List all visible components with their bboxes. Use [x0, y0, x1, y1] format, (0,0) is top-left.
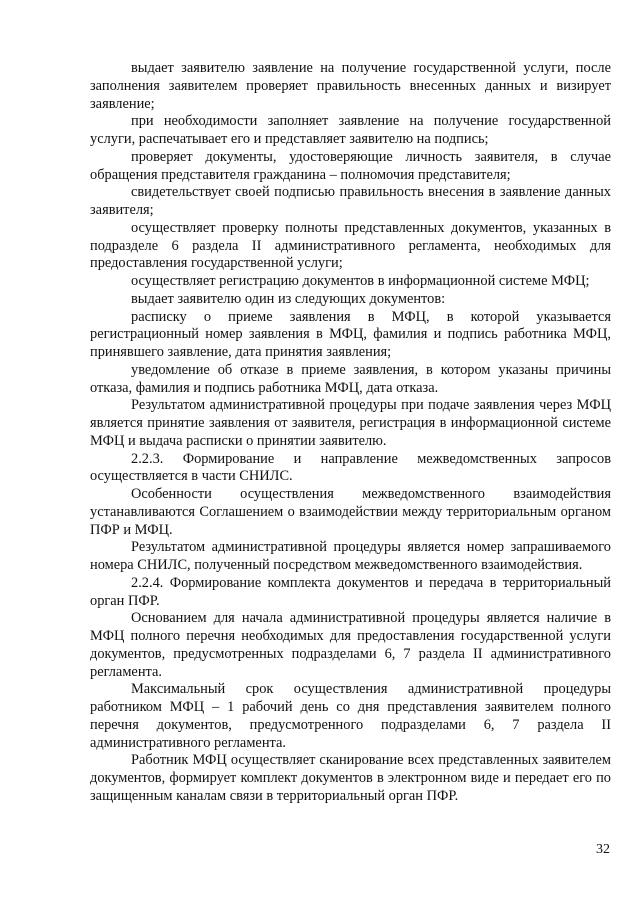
document-body — [90, 60, 611, 806]
paragraph: Работник МФЦ осуществляет сканирование всех представленных заявителем документов, формирует комплект документов в электронном виде и передает его по защищенным каналам связи в территориальный орган ПФР. — [90, 752, 611, 804]
paragraph: Особенности осуществления межведомственного взаимодействия устанавливаются Соглашением о взаимодействии между территориальным органом ПФР и МФЦ. — [90, 486, 611, 538]
paragraph: при необходимости заполняет заявление на получение государственной услуги, распечатывает его и представляет заявителю на подпись; — [90, 113, 611, 147]
paragraph: расписку о приеме заявления в МФЦ, в которой указывается регистрационный номер заявления в МФЦ, фамилия и подпись работника МФЦ, принявшего заявление, дата принятия заявления; — [90, 308, 611, 360]
paragraph: выдает заявителю заявление на получение государственной услуги, после заполнения заявителем проверяет правильность внесенных данных и визирует заявление; — [90, 60, 611, 112]
paragraph: проверяет документы, удостоверяющие личность заявителя, в случае обращения представителя гражданина – полномочия представителя; — [90, 148, 611, 183]
paragraph: осуществляет регистрацию документов в информационной системе МФЦ; — [131, 273, 590, 289]
paragraph: осуществляет проверку полноты представленных документов, указанных в подразделе 6 раздела II административного регламента, необходимых для предоставления государственной услуги; — [90, 219, 611, 272]
paragraph: уведомление об отказе в приеме заявления, в котором указаны причины отказа, фамилия и подпись работника МФЦ, дата отказа. — [90, 361, 611, 396]
paragraph: 2.2.3. Формирование и направление межведомственных запросов осуществляется в части СНИЛС. — [90, 450, 611, 485]
paragraph: Основанием для начала административной процедуры является наличие в МФЦ полного перечня необходимых для предоставления государственной услуги документов, предусмотренных подразделами 6, 7 раздела II административного регламента. — [90, 610, 611, 680]
paragraph: Результатом административной процедуры при подаче заявления через МФЦ является принятие заявления от заявителя, регистрация в информационной системе МФЦ и выдача расписки о принятии заявителю. — [90, 397, 611, 449]
paragraph: выдает заявителю один из следующих документов: — [131, 290, 446, 307]
paragraph: Максимальный срок осуществления административной процедуры работником МФЦ – 1 рабочий день со дня представления заявителем полного перечня документов, предусмотренного подразделами 6, 7 раздела II административного регламента. — [90, 681, 611, 751]
paragraph: Результатом административной процедуры является номер запрашиваемого номера СНИЛС, полученный посредством межведомственного взаимодействия. — [90, 539, 611, 573]
page-number: 32 — [596, 842, 610, 857]
paragraph: свидетельствует своей подписью правильность внесения в заявление данных заявителя; — [90, 184, 611, 218]
paragraph: 2.2.4. Формирование комплекта документов и передача в территориальный орган ПФР. — [90, 574, 611, 609]
